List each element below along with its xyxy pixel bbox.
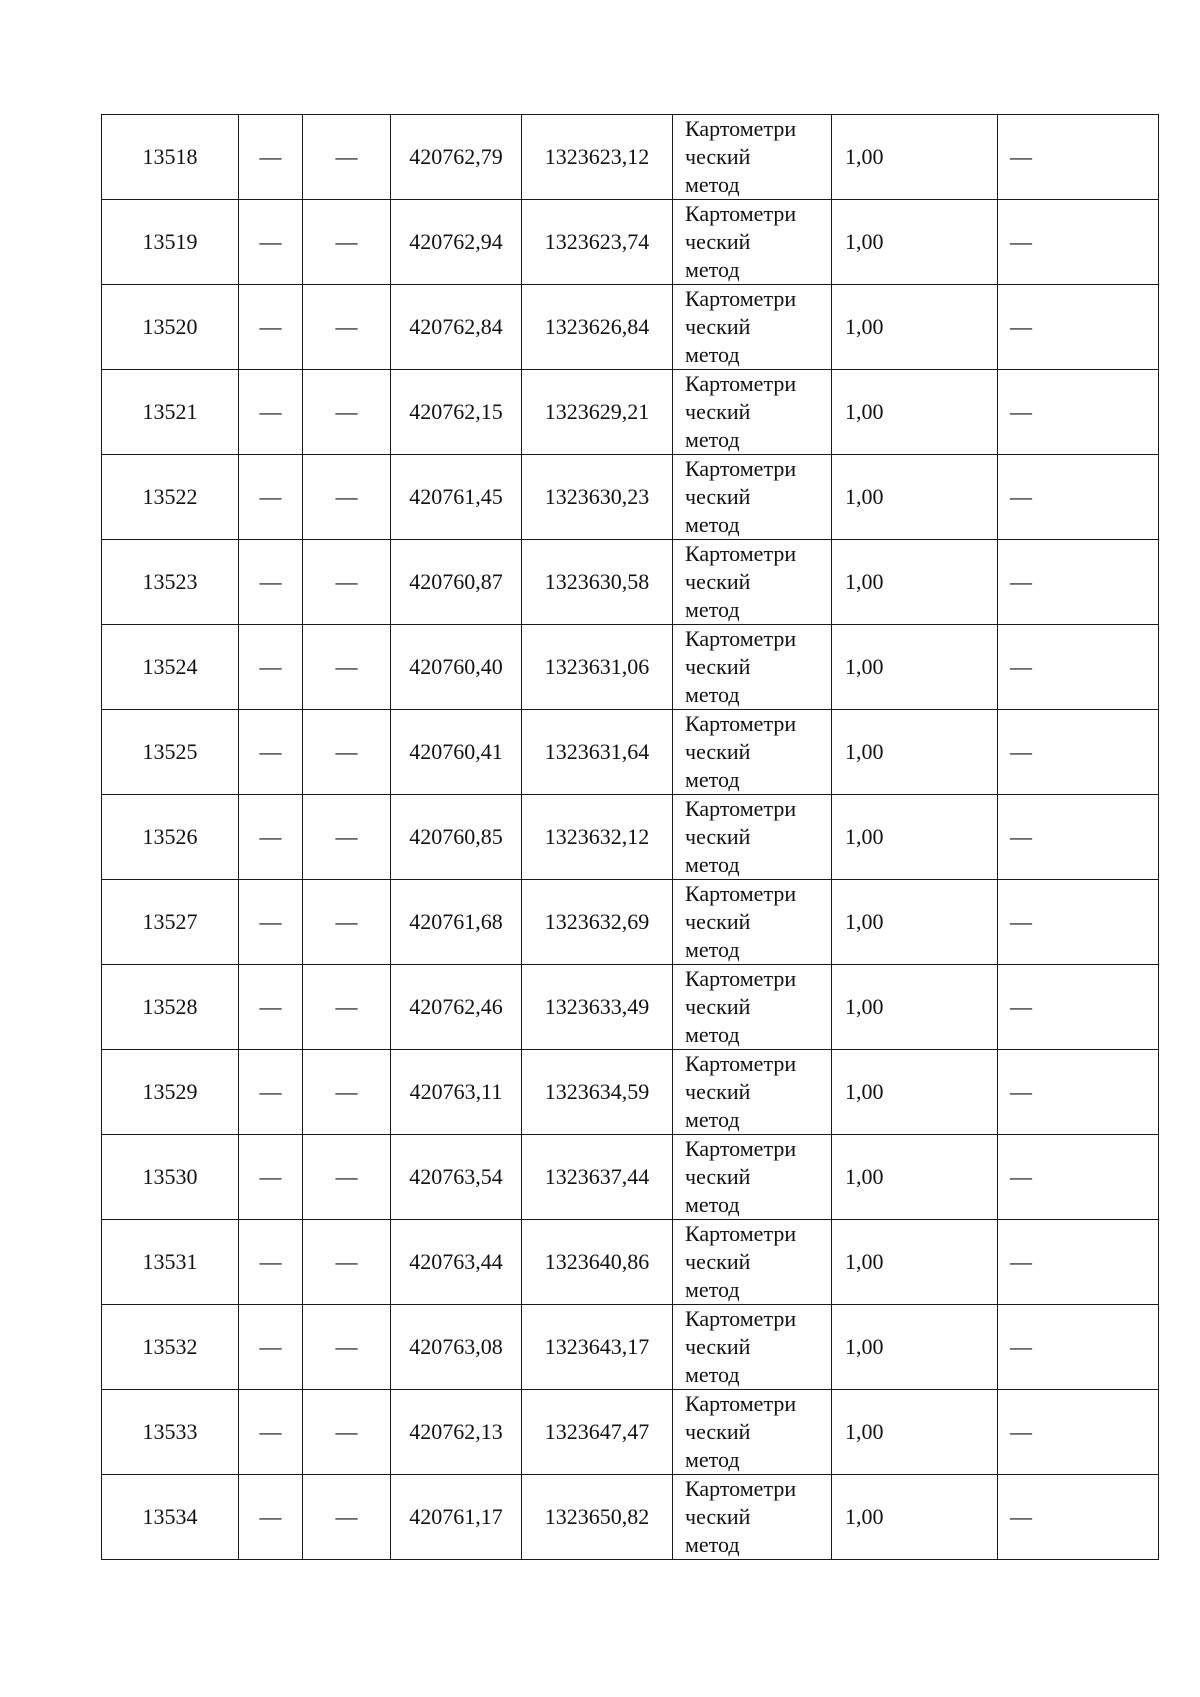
y-coordinate-cell: 1323633,49 [522,965,673,1050]
x-coordinate-cell: 420762,84 [391,285,522,370]
method-line: метод [685,512,740,537]
table-row [102,965,1159,1050]
precision-cell: 1,00 [832,1220,998,1305]
method-cell [673,710,832,795]
method-line: метод [685,1277,740,1302]
method-cell [673,795,832,880]
y-coordinate-cell: 1323632,12 [522,795,673,880]
precision-cell: 1,00 [832,795,998,880]
method-line: метод [685,427,740,452]
method-line: ческий [685,484,751,509]
note-cell: — [998,1475,1159,1560]
x-coordinate-cell: 420762,46 [391,965,522,1050]
y-coordinate-cell: 1323626,84 [522,285,673,370]
y-coordinate-cell: 1323630,58 [522,540,673,625]
y-coordinate-cell: 1323650,82 [522,1475,673,1560]
method-cell [673,1475,832,1560]
empty-dash-cell: — [239,1475,303,1560]
note-cell: — [998,1220,1159,1305]
y-coordinate-cell: 1323640,86 [522,1220,673,1305]
method-line: метод [685,172,740,197]
note-cell: — [998,455,1159,540]
method-line: Картометри [685,456,797,481]
empty-dash-cell: — [303,115,391,200]
point-number-cell: 13529 [102,1050,239,1135]
method-line: метод [685,1022,740,1047]
empty-dash-cell: — [239,965,303,1050]
method-line: Картометри [685,541,797,566]
method-cell [673,200,832,285]
method-line: метод [685,342,740,367]
empty-dash-cell: — [303,200,391,285]
x-coordinate-cell: 420762,13 [391,1390,522,1475]
method-line: метод [685,852,740,877]
x-coordinate-cell: 420761,17 [391,1475,522,1560]
method-line: Картометри [685,626,797,651]
empty-dash-cell: — [239,285,303,370]
precision-cell: 1,00 [832,1050,998,1135]
empty-dash-cell: — [239,1135,303,1220]
method-line: Картометри [685,1221,797,1246]
method-cell [673,1220,832,1305]
empty-dash-cell: — [303,1475,391,1560]
table-row [102,1475,1159,1560]
method-line: ческий [685,399,751,424]
note-cell: — [998,795,1159,880]
method-line: метод [685,597,740,622]
table-row [102,1050,1159,1135]
point-number-cell: 13527 [102,880,239,965]
method-cell [673,1390,832,1475]
point-number-cell: 13532 [102,1305,239,1390]
table-row [102,370,1159,455]
method-cell [673,965,832,1050]
point-number-cell: 13531 [102,1220,239,1305]
empty-dash-cell: — [303,1390,391,1475]
precision-cell: 1,00 [832,1475,998,1560]
empty-dash-cell: — [303,370,391,455]
method-cell [673,1050,832,1135]
precision-cell: 1,00 [832,1390,998,1475]
point-number-cell: 13522 [102,455,239,540]
method-line: ческий [685,1079,751,1104]
table-row [102,200,1159,285]
method-line: метод [685,937,740,962]
table-row [102,115,1159,200]
precision-cell: 1,00 [832,370,998,455]
y-coordinate-cell: 1323634,59 [522,1050,673,1135]
method-line: метод [685,1192,740,1217]
note-cell: — [998,880,1159,965]
table-row [102,455,1159,540]
note-cell: — [998,965,1159,1050]
table-row [102,710,1159,795]
x-coordinate-cell: 420760,87 [391,540,522,625]
x-coordinate-cell: 420763,54 [391,1135,522,1220]
x-coordinate-cell: 420763,08 [391,1305,522,1390]
x-coordinate-cell: 420762,15 [391,370,522,455]
x-coordinate-cell: 420762,79 [391,115,522,200]
note-cell: — [998,1135,1159,1220]
x-coordinate-cell: 420760,41 [391,710,522,795]
method-line: Картометри [685,1136,797,1161]
point-number-cell: 13524 [102,625,239,710]
method-line: Картометри [685,1391,797,1416]
table-row [102,1220,1159,1305]
coordinates-table [101,114,1159,1560]
point-number-cell: 13528 [102,965,239,1050]
method-cell [673,370,832,455]
precision-cell: 1,00 [832,1305,998,1390]
y-coordinate-cell: 1323631,64 [522,710,673,795]
y-coordinate-cell: 1323630,23 [522,455,673,540]
table-row [102,285,1159,370]
empty-dash-cell: — [239,1050,303,1135]
method-cell [673,540,832,625]
method-line: метод [685,1107,740,1132]
method-cell [673,455,832,540]
x-coordinate-cell: 420763,44 [391,1220,522,1305]
method-line: ческий [685,654,751,679]
note-cell: — [998,625,1159,710]
x-coordinate-cell: 420762,94 [391,200,522,285]
table-row [102,625,1159,710]
table-row [102,1135,1159,1220]
method-line: ческий [685,1249,751,1274]
empty-dash-cell: — [239,710,303,795]
point-number-cell: 13521 [102,370,239,455]
empty-dash-cell: — [303,965,391,1050]
empty-dash-cell: — [303,1220,391,1305]
empty-dash-cell: — [303,1050,391,1135]
point-number-cell: 13518 [102,115,239,200]
note-cell: — [998,710,1159,795]
y-coordinate-cell: 1323629,21 [522,370,673,455]
empty-dash-cell: — [303,455,391,540]
point-number-cell: 13519 [102,200,239,285]
point-number-cell: 13525 [102,710,239,795]
method-line: метод [685,1362,740,1387]
point-number-cell: 13534 [102,1475,239,1560]
method-line: ческий [685,824,751,849]
method-cell [673,1135,832,1220]
x-coordinate-cell: 420760,40 [391,625,522,710]
method-line: Картометри [685,201,797,226]
empty-dash-cell: — [303,285,391,370]
precision-cell: 1,00 [832,625,998,710]
empty-dash-cell: — [239,1220,303,1305]
y-coordinate-cell: 1323632,69 [522,880,673,965]
table-body [102,115,1159,1560]
empty-dash-cell: — [239,370,303,455]
method-line: Картометри [685,1306,797,1331]
x-coordinate-cell: 420761,68 [391,880,522,965]
precision-cell: 1,00 [832,540,998,625]
y-coordinate-cell: 1323643,17 [522,1305,673,1390]
method-line: метод [685,257,740,282]
empty-dash-cell: — [303,625,391,710]
y-coordinate-cell: 1323631,06 [522,625,673,710]
method-line: ческий [685,1164,751,1189]
y-coordinate-cell: 1323623,12 [522,115,673,200]
precision-cell: 1,00 [832,200,998,285]
method-line: метод [685,682,740,707]
method-cell [673,115,832,200]
method-line: ческий [685,229,751,254]
y-coordinate-cell: 1323647,47 [522,1390,673,1475]
x-coordinate-cell: 420763,11 [391,1050,522,1135]
point-number-cell: 13526 [102,795,239,880]
method-line: ческий [685,1419,751,1444]
empty-dash-cell: — [239,115,303,200]
y-coordinate-cell: 1323637,44 [522,1135,673,1220]
method-cell [673,285,832,370]
method-cell [673,1305,832,1390]
note-cell: — [998,1050,1159,1135]
note-cell: — [998,285,1159,370]
method-line: Картометри [685,881,797,906]
table-row [102,1305,1159,1390]
empty-dash-cell: — [239,200,303,285]
method-line: ческий [685,909,751,934]
method-line: Картометри [685,116,797,141]
empty-dash-cell: — [303,710,391,795]
empty-dash-cell: — [239,1390,303,1475]
precision-cell: 1,00 [832,880,998,965]
empty-dash-cell: — [239,455,303,540]
point-number-cell: 13533 [102,1390,239,1475]
precision-cell: 1,00 [832,710,998,795]
table-row [102,880,1159,965]
x-coordinate-cell: 420760,85 [391,795,522,880]
y-coordinate-cell: 1323623,74 [522,200,673,285]
method-line: Картометри [685,796,797,821]
precision-cell: 1,00 [832,1135,998,1220]
precision-cell: 1,00 [832,115,998,200]
precision-cell: 1,00 [832,455,998,540]
empty-dash-cell: — [303,540,391,625]
method-line: метод [685,1532,740,1557]
method-line: ческий [685,1504,751,1529]
method-line: Картометри [685,711,797,736]
empty-dash-cell: — [239,795,303,880]
method-line: ческий [685,1334,751,1359]
table-row [102,795,1159,880]
method-line: ческий [685,569,751,594]
empty-dash-cell: — [303,1305,391,1390]
note-cell: — [998,370,1159,455]
empty-dash-cell: — [239,625,303,710]
method-line: Картометри [685,371,797,396]
x-coordinate-cell: 420761,45 [391,455,522,540]
method-line: метод [685,767,740,792]
method-line: метод [685,1447,740,1472]
note-cell: — [998,540,1159,625]
method-line: ческий [685,994,751,1019]
precision-cell: 1,00 [832,965,998,1050]
empty-dash-cell: — [239,540,303,625]
table-row [102,540,1159,625]
method-line: ческий [685,739,751,764]
point-number-cell: 13523 [102,540,239,625]
empty-dash-cell: — [239,1305,303,1390]
method-cell [673,625,832,710]
empty-dash-cell: — [303,880,391,965]
empty-dash-cell: — [303,795,391,880]
method-line: ческий [685,314,751,339]
method-line: Картометри [685,286,797,311]
note-cell: — [998,1305,1159,1390]
note-cell: — [998,1390,1159,1475]
note-cell: — [998,200,1159,285]
point-number-cell: 13520 [102,285,239,370]
method-line: Картометри [685,1051,797,1076]
point-number-cell: 13530 [102,1135,239,1220]
table-row [102,1390,1159,1475]
empty-dash-cell: — [303,1135,391,1220]
empty-dash-cell: — [239,880,303,965]
note-cell: — [998,115,1159,200]
method-line: Картометри [685,966,797,991]
method-line: Картометри [685,1476,797,1501]
method-cell [673,880,832,965]
method-line: ческий [685,144,751,169]
precision-cell: 1,00 [832,285,998,370]
